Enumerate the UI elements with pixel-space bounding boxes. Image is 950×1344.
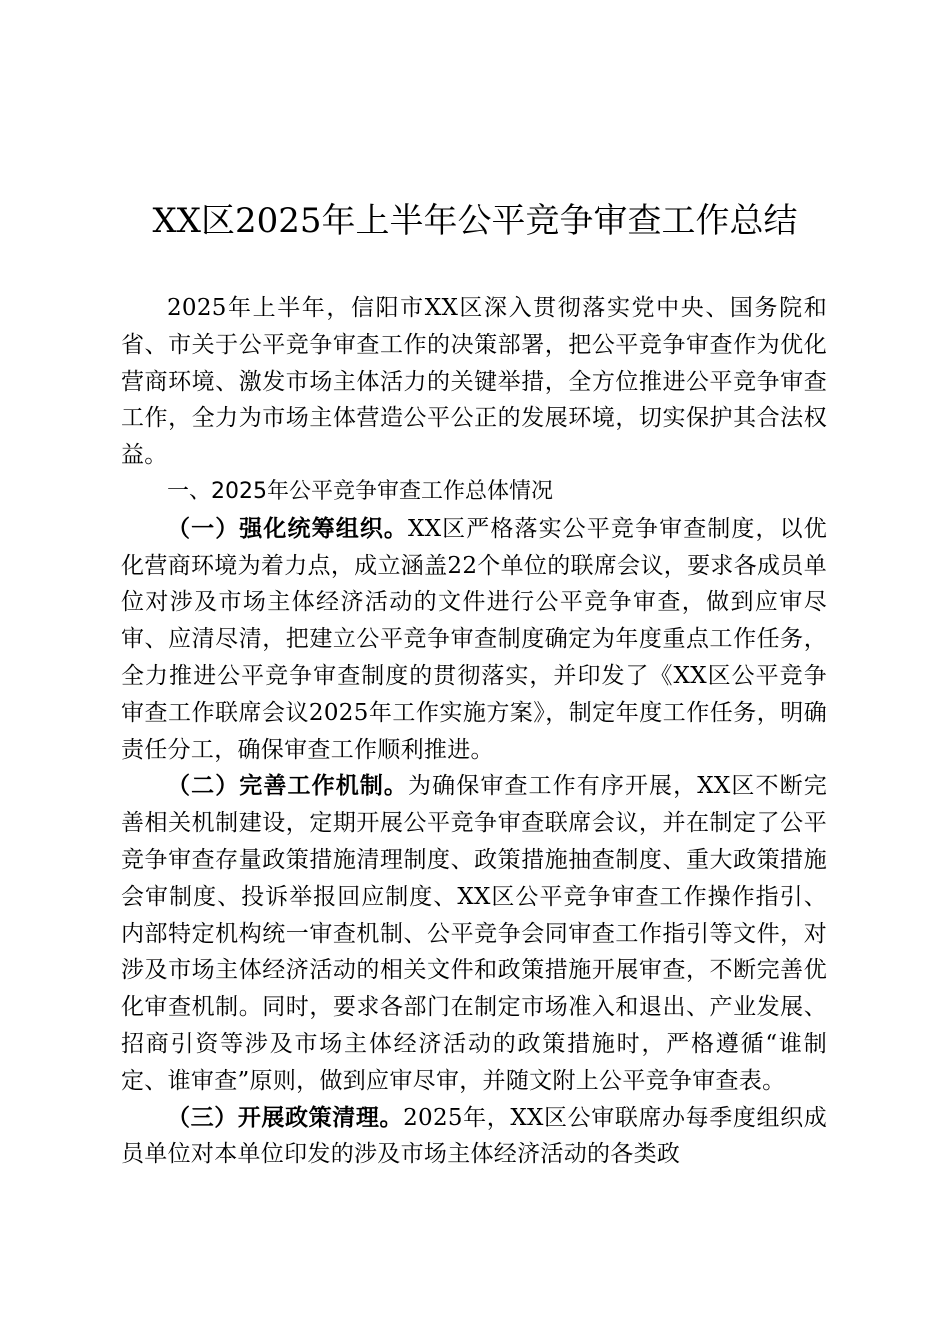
- item-text-1: XX区严格落实公平竞争审查制度，以优化营商环境为着力点，成立涵盖22个单位的联席会议，要求各成员单位对涉及市场主体经济活动的文件进行公平竞争审查，做到应审尽审、应清尽清，把建立公平竞争审查制度确定为年度重点工作任务，全力推进公平竞争审查制度的贯彻落实，并印发了《XX区公平竞争审查工作联席会议2025年工作实施方案》，制定年度工作任务，明确责任分工，确保审查工作顺利推进。: [121, 515, 828, 763]
- intro-paragraph: 2025年上半年，信阳市XX区深入贯彻落实党中央、国务院和省、市关于公平竞争审查工作的决策部署，把公平竞争审查作为优化营商环境、激发市场主体活力的关键举措，全方位推进公平竞争审查工作，全力为市场主体营造公平公正的发展环境，切实保护其合法权益。: [121, 295, 827, 469]
- document-title: XX区2025年上半年公平竞争审查工作总结: [152, 201, 798, 241]
- item-lead-2: （二）完善工作机制。: [167, 772, 409, 800]
- section-heading: 一、2025年公平竞争审查工作总体情况: [167, 478, 553, 504]
- item-lead-3: （三）开展政策清理。: [167, 1103, 404, 1131]
- item-paragraph-2: [121, 768, 827, 1099]
- item-text-2: 为确保审查工作有序开展，XX区不断完善相关机制建设，定期开展公平竞争审查联席会议，并在制定了公平竞争审查存量政策措施清理制度、政策措施抽查制度、重大政策措施会审制度、投诉举报回应制度、XX区公平竞争审查工作操作指引、内部特定机构统一审查机制、公平竞争会同审查工作指引等文件，对涉及市场主体经济活动的相关文件和政策措施开展审查，不断完善优化审查机制。同时，要求各部门在制定市场准入和退出、产业发展、招商引资等涉及市场主体经济活动的政策措施时，严格遵循“谁制定、谁审查”原则，做到应审尽审，并随文附上公平竞争审查表。: [121, 773, 828, 1094]
- item-lead-1: （一）强化统筹组织。: [167, 514, 409, 542]
- document-body: [121, 290, 827, 1173]
- item-paragraph-3: [121, 1100, 827, 1174]
- item-text-3: 2025年，XX区公审联席办每季度组织成员单位对本单位印发的涉及市场主体经济活动的各类政: [121, 1104, 828, 1168]
- item-paragraph-1: [121, 511, 827, 769]
